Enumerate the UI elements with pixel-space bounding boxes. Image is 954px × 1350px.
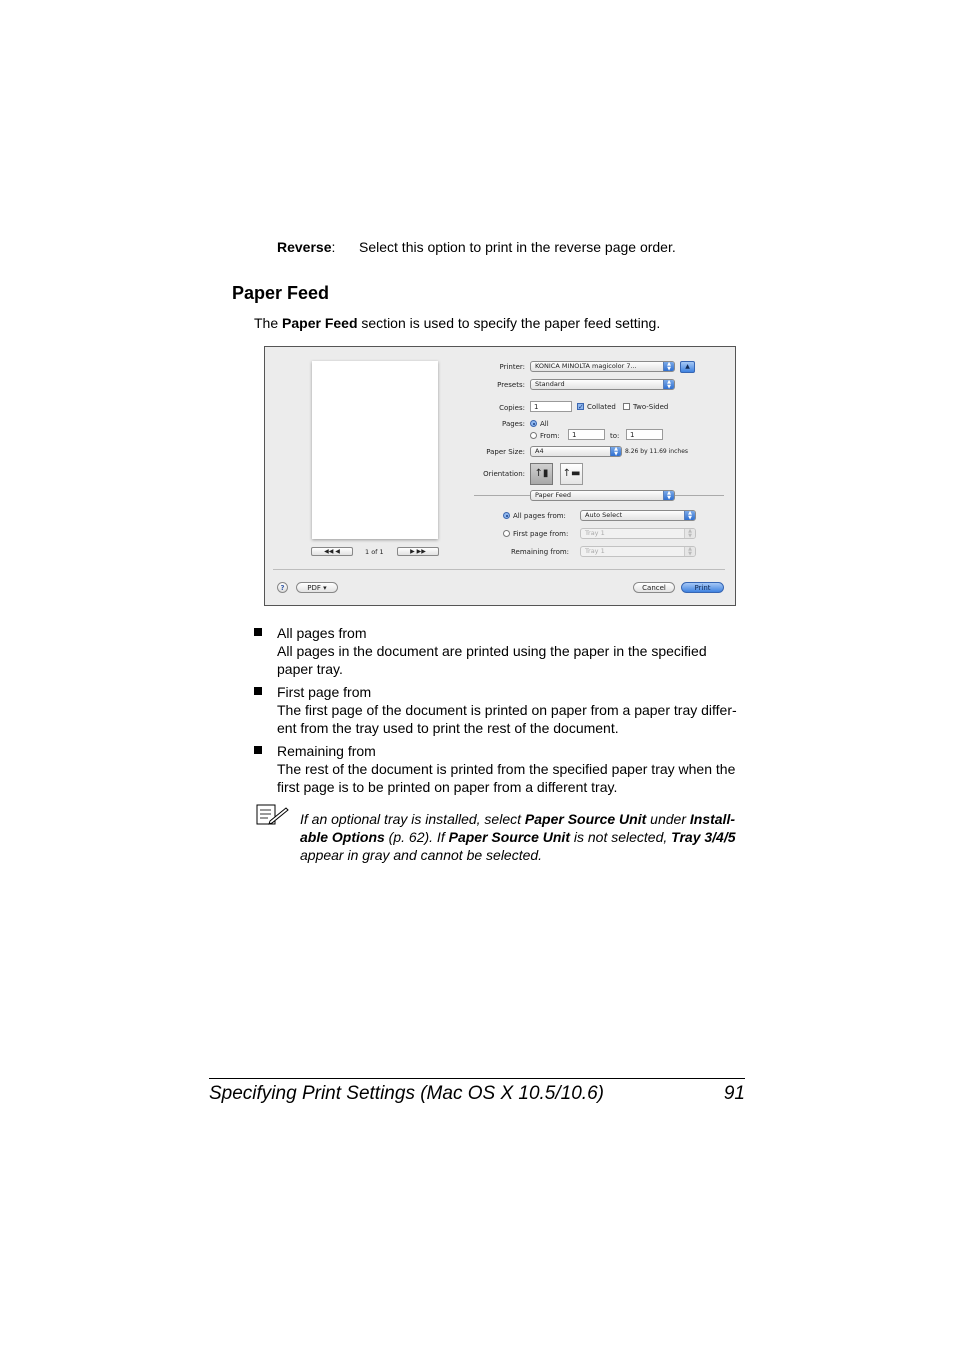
paper-size-value: A4 (535, 447, 544, 455)
popup-arrows-icon: ▲ ▼ (684, 511, 695, 520)
intro-pre: The (254, 315, 283, 331)
note-text-part: (p. 62). If (384, 829, 449, 845)
two-sided-label: Two-Sided (633, 403, 669, 411)
note-text (300, 810, 736, 864)
pages-to-label: to: (610, 432, 620, 440)
popup-arrows-icon: ▲ ▼ (684, 547, 695, 556)
paper-size-label: Paper Size: (486, 448, 525, 456)
remaining-from-label: Remaining from: (511, 548, 570, 556)
print-button[interactable]: Print (681, 582, 724, 593)
note-text-part: is not selected, (569, 829, 672, 845)
first-page-from-popup[interactable] (580, 528, 696, 539)
remaining-from-value: Tray 1 (585, 547, 605, 555)
bullet-line: paper tray. (277, 661, 343, 677)
pages-from-label: From: (540, 432, 560, 440)
preview-next-last-buttons[interactable]: ▶ ▶▶ (397, 547, 439, 556)
collated-label: Collated (587, 403, 616, 411)
disclosure-up-icon: ▲ (685, 363, 690, 370)
pages-from-field[interactable]: 1 (568, 429, 605, 440)
presets-label: Presets: (497, 381, 525, 389)
bullet-icon (254, 746, 262, 754)
pdf-button[interactable]: PDF ▾ (296, 582, 338, 593)
all-pages-from-label: All pages from: (513, 512, 566, 520)
pages-all-label: All (540, 420, 549, 428)
portrait-orientation-icon: ↑▮ (534, 468, 549, 479)
pages-range-radio[interactable] (530, 432, 537, 439)
panel-value: Paper Feed (535, 491, 571, 499)
page-counter: 1 of 1 (365, 548, 384, 556)
orientation-landscape-button[interactable] (560, 463, 583, 485)
popup-arrows-icon: ▲ ▼ (610, 447, 621, 456)
print-dialog (264, 346, 736, 606)
paper-size-popup[interactable] (530, 446, 622, 457)
note-bold-part: Paper Source Unit (448, 829, 570, 845)
first-page-from-label: First page from: (513, 530, 569, 538)
pages-label: Pages: (502, 420, 525, 428)
presets-value: Standard (535, 380, 565, 388)
pages-to-field[interactable]: 1 (626, 429, 663, 440)
note-bold-part: Paper Source Unit (524, 811, 647, 827)
paper-size-dimensions: 8.26 by 11.69 inches (625, 448, 689, 455)
printer-label: Printer: (499, 363, 525, 371)
bullet-line: The first page of the document is printed on paper from a paper tray differ- (277, 702, 737, 718)
all-pages-from-value: Auto Select (585, 511, 623, 519)
popup-arrows-icon: ▲ ▼ (663, 362, 674, 371)
note-text-part: under (646, 811, 690, 827)
orientation-label: Orientation: (483, 470, 525, 478)
help-button[interactable] (277, 582, 288, 593)
preview-first-prev-buttons[interactable]: ◀◀ ◀ (311, 547, 353, 556)
all-pages-from-popup[interactable] (580, 510, 696, 521)
footer-rule (209, 1078, 745, 1079)
collapse-dialog-button[interactable] (680, 361, 695, 373)
bullet-title: Remaining from (277, 743, 376, 759)
reverse-term-colon: : (331, 239, 336, 255)
reverse-term-label: Reverse (277, 239, 332, 255)
cancel-button[interactable]: Cancel (633, 582, 675, 593)
first-page-from-value: Tray 1 (585, 529, 605, 537)
orientation-portrait-button[interactable] (530, 463, 553, 485)
footer-title: Specifying Print Settings (Mac OS X 10.5/10.6) (209, 1083, 604, 1104)
collated-checkbox[interactable]: ✓ (578, 403, 584, 411)
intro-post: section is used to specify the paper feed setting. (357, 315, 661, 331)
bullet-line: first page is to be printed on paper from a different tray. (277, 779, 618, 795)
copies-field[interactable]: 1 (530, 401, 572, 412)
note-bold-part: Install- (689, 811, 735, 827)
bullet-icon (254, 628, 262, 636)
bullet-line: ent from the tray used to print the rest of the document. (277, 720, 619, 736)
note-text-part: appear in gray and cannot be selected. (300, 847, 543, 863)
note-text-part: If an optional tray is installed, select (300, 811, 525, 827)
bullet-item (277, 742, 735, 796)
landscape-orientation-icon: ↑▬ (562, 468, 581, 479)
copies-label: Copies: (499, 404, 525, 412)
note-icon (256, 804, 290, 831)
all-pages-from-radio[interactable] (503, 512, 510, 519)
printer-value: KONICA MINOLTA magicolor 7... (535, 362, 637, 370)
two-sided-checkbox[interactable] (623, 403, 630, 410)
page-number: 91 (723, 1083, 745, 1104)
remaining-from-popup[interactable] (580, 546, 696, 557)
popup-arrows-icon: ▲ ▼ (684, 529, 695, 538)
note-bold-part: able Options (300, 829, 385, 845)
bullet-item (277, 624, 707, 678)
panel-popup[interactable] (530, 490, 675, 501)
bullet-icon (254, 687, 262, 695)
section-intro (254, 314, 660, 332)
reverse-term (277, 238, 335, 256)
pages-all-radio[interactable] (530, 420, 537, 427)
bottom-separator (273, 569, 725, 570)
intro-bold: Paper Feed (282, 315, 358, 331)
bullet-item (277, 683, 737, 737)
printer-popup[interactable] (530, 361, 675, 372)
popup-arrows-icon: ▲ ▼ (663, 380, 674, 389)
note-bold-part: Tray 3/4/5 (671, 829, 736, 845)
help-icon: ? (280, 584, 285, 592)
bullet-title: First page from (277, 684, 372, 700)
page-preview (312, 361, 438, 539)
popup-arrows-icon: ▲ ▼ (663, 491, 674, 500)
bullet-line: The rest of the document is printed from the specified paper tray when the (277, 761, 736, 777)
first-page-from-radio[interactable] (503, 530, 510, 537)
bullet-line: All pages in the document are printed using the paper in the specified (277, 643, 707, 659)
section-title: Paper Feed (232, 283, 330, 303)
bullet-title: All pages from (277, 625, 367, 641)
presets-popup[interactable] (530, 379, 675, 390)
reverse-description: Select this option to print in the reverse page order. (359, 239, 676, 255)
